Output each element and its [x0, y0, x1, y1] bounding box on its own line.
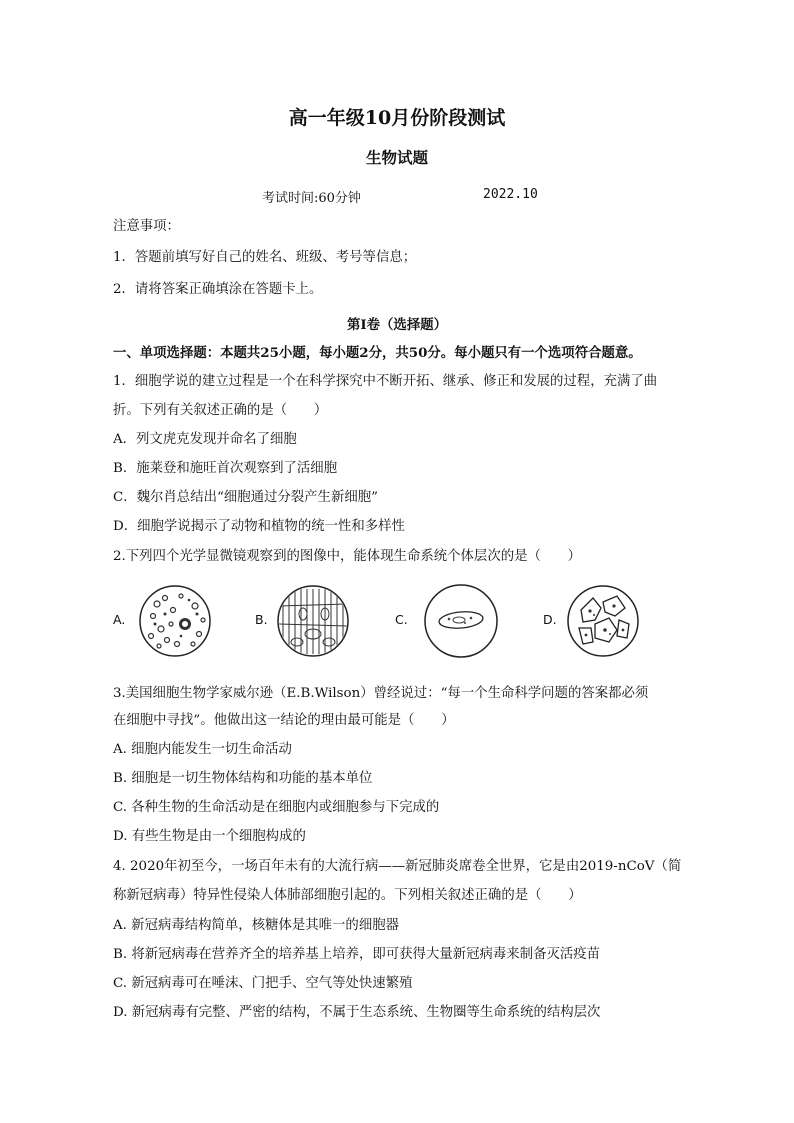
exam-date: 2022.10 [483, 187, 538, 202]
page-title: 高一年级10月份阶段测试 [288, 107, 506, 129]
option: C. 各种生物的生命活动是在细胞内或细胞参与下完成的 [113, 800, 440, 815]
figure-label: C. [395, 612, 408, 627]
option: C. 新冠病毒可在唾沫、门把手、空气等处快速繁殖 [113, 976, 413, 991]
blood-cells-image [137, 584, 213, 659]
figure-d [543, 584, 653, 659]
figure-c [395, 584, 515, 659]
question-stem: 3.美国细胞生物学家威尔逊（E.B.Wilson）曾经说过：“每一个生命科学问题的答案都必须 [113, 686, 649, 701]
question-stem: 折。下列有关叙述正确的是（ ） [113, 403, 328, 418]
section-instruction: 一、单项选择题：本题共25小题，每小题2分，共50分。每小题只有一个选项符合题意。 [113, 345, 642, 361]
notes-heading: 注意事项： [113, 219, 180, 234]
figure-label: A. [113, 612, 126, 627]
option: A．列文虎克发现并命名了细胞 [113, 432, 297, 447]
exam-time: 考试时间:60分钟 [262, 191, 361, 206]
question-stem: 2.下列四个光学显微镜观察到的图像中，能体现生命系统个体层次的是（ ） [113, 549, 582, 564]
question-stem: 称新冠病毒）特异性侵染人体肺部细胞引起的。下列相关叙述正确的是（ ） [113, 888, 582, 903]
question-stem: 1．细胞学说的建立过程是一个在科学探究中不断开拓、继承、修正和发展的过程，充满了曲 [113, 374, 658, 389]
option: B．施莱登和施旺首次观察到了活细胞 [113, 461, 338, 476]
figure-b [255, 584, 365, 659]
option: B. 细胞是一切生物体结构和功能的基本单位 [113, 771, 373, 786]
option: D．细胞学说揭示了动物和植物的统一性和多样性 [113, 519, 405, 534]
figure-a [113, 584, 223, 659]
note-item: 2．请将答案正确填涂在答题卡上。 [113, 282, 323, 297]
question-stem: 4. 2020年初至今，一场百年未有的大流行病——新冠肺炎席卷全世界，它是由2019-nCoV（简 [113, 859, 682, 874]
option: A. 细胞内能发生一切生命活动 [113, 742, 292, 757]
option: D. 有些生物是由一个细胞构成的 [113, 829, 306, 844]
note-item: 1．答题前填写好自己的姓名、班级、考号等信息； [113, 250, 417, 265]
option: D. 新冠病毒有完整、严密的结构，不属于生态系统、生物圈等生命系统的结构层次 [113, 1005, 601, 1020]
question-stem: 在细胞中寻找”。他做出这一结论的理由最可能是（ ） [113, 713, 455, 728]
option: B. 将新冠病毒在营养齐全的培养基上培养，即可获得大量新冠病毒来制备灭活疫苗 [113, 947, 601, 962]
microscope-figures [113, 584, 643, 659]
plant-tissue-image [275, 584, 351, 659]
section-title: 第I卷（选择题） [347, 317, 447, 333]
cell-cluster-image [565, 584, 641, 659]
page-subtitle: 生物试题 [365, 148, 428, 167]
figure-label: D. [543, 612, 557, 627]
figure-label: B. [255, 612, 268, 627]
option: C．魏尔肖总结出“细胞通过分裂产生新细胞” [113, 490, 378, 505]
paramecium-image [421, 584, 501, 659]
option: A. 新冠病毒结构简单，核糖体是其唯一的细胞器 [113, 918, 399, 933]
